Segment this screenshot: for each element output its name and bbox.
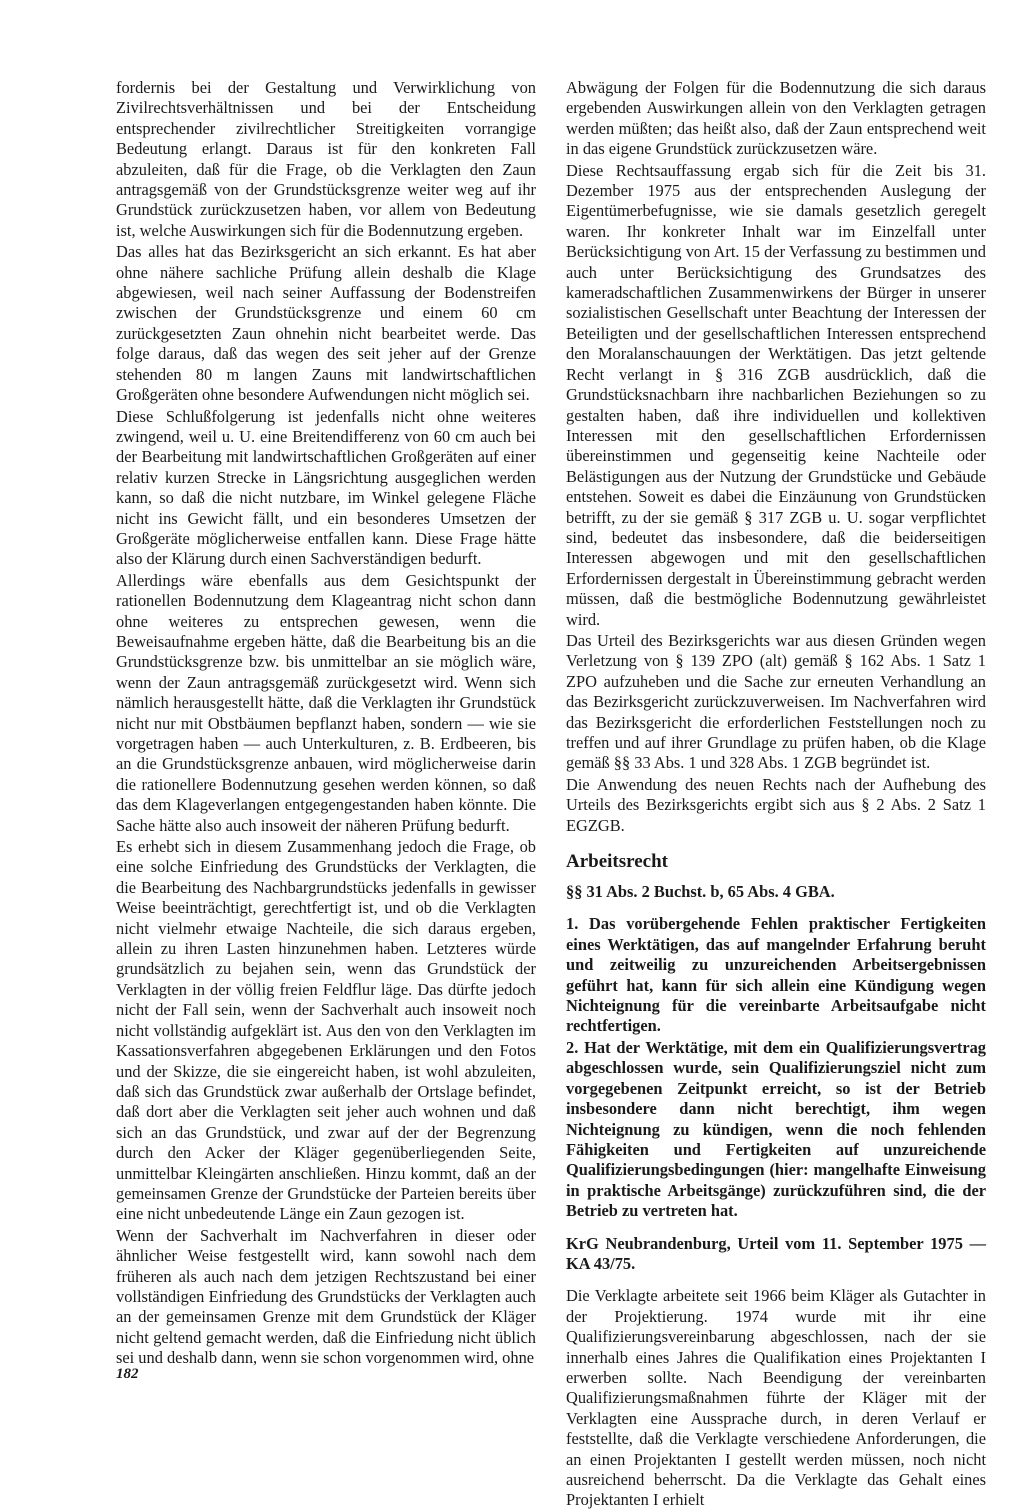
- left-paragraph-6: Wenn der Sachverhalt im Nachverfahren in dieser oder ähnlicher Weise festgestellt wird, kann sowohl nach dem früheren als auch nach dem jetzigen Rechtszustand bei einer vollständigen Einfriedung des Grundstücks der Verklagten auch an der gemeinsamen Grenze mit dem Grundstück der Kläger nicht geltend gemacht werden, daß die Einfriedung nicht üblich sei und deshalb dann, wenn sie schon vorgenommen wird, ohne: [116, 1225, 536, 1368]
- right-paragraph-4: Die Anwendung des neuen Rechts nach der Aufhebung des Urteils des Bezirksgerichts ergibt sich aus § 2 Abs. 2 Satz 1 EGZGB.: [566, 774, 986, 835]
- statute-line: §§ 31 Abs. 2 Buchst. b, 65 Abs. 4 GBA.: [566, 882, 835, 902]
- left-column: [116, 78, 536, 1370]
- left-paragraph-4: Allerdings wäre ebenfalls aus dem Gesichtspunkt der rationellen Bodennutzung dem Klageantrag nicht schon dann ohne weiteres zu entsprechen gewesen, wenn die Beweisaufnahme ergeben hätte, daß die Bearbeitung bis an die Grundstücksgrenze bzw. bis unmittelbar an sie möglich wäre, wenn der Zaun antragsgemäß zurückgesetzt wird. Wenn sich nämlich herausgestellt hätte, daß die Verklagten ihr Grundstück nicht nur mit Obstbäumen bepflanzt haben, sondern — wie sie vorgetragen haben — auch Unterkulturen, z. B. Erdbeeren, bis an die Grundstücksgrenze anbauen, wird möglicherweise darin die rationellere Bodennutzung gesehen werden können, so daß das dem Klageverlangen entgegengestanden haben könnte. Die Sache hätte also auch insoweit der näheren Prüfung bedurft.: [116, 570, 536, 835]
- left-paragraph-5: Es erhebt sich in diesem Zusammenhang jedoch die Frage, ob eine solche Einfriedung des Grundstücks der Verklagten, die die Bearbeitung des Nachbargrundstücks jedenfalls in gewisser Weise beeinträchtigt, gerechtfertigt ist, und ob die Verklagten nicht vielmehr etwaige Nachteile, die sich daraus ergeben, allein zu ihren Lasten hinzunehmen haben. Letzteres würde grundsätzlich zu bejahen sein, wenn das Grundstück der Verklagten in der völlig freien Feldflur läge. Das dürfte jedoch nicht der Fall sein, wenn der Sachverhalt auch insoweit noch nicht vollständig aufgeklärt ist. Aus den von den Verklagten im Kassationsverfahren abgegebenen Erklärungen und den Fotos und der Skizze, die sie eingereicht haben, ist wohl abzuleiten, daß sich das Grundstück zwar außerhalb der Ortslage befindet, daß dort aber die Verklagten seit jeher auch wohnen und daß sich an das Grundstück, und zwar auf der der Begrenzung durch den Acker der Kläger gegenüberliegenden Seite, unmittelbar Kleingärten anschließen. Hinzu kommt, daß an der gemeinsamen Grenze der Grundstücke der Parteien bereits über eine nicht unbedeutende Länge ein Zaun gezogen ist.: [116, 837, 536, 1224]
- headnote-2: 2. Hat der Werktätige, mit dem ein Qualifizierungsvertrag abgeschlossen wurde, sein Qualifizierungsziel nicht zum vorgegebenen Zeitpunkt erreicht, so ist der Betrieb insbesondere dann nicht berechtigt, ihm wegen Nichteignung zu kündigen, wenn die noch fehlenden Fähigkeiten und Fertigkeiten auf unzureichende Qualifizierungsbedingungen (hier: mangelhafte Einweisung in praktische Arbeitsgänge) zurückzuführen sind, die der Betrieb zu vertreten hat.: [566, 1037, 986, 1221]
- right-column: [566, 78, 986, 1512]
- page-number: 182: [116, 1366, 139, 1382]
- section-heading: Arbeitsrecht: [566, 851, 669, 873]
- left-paragraph-3: Diese Schlußfolgerung ist jedenfalls nicht ohne weiteres zwingend, weil u. U. eine Breitendifferenz von 60 cm auch bei der Bearbeitung mit landwirtschaftlichen Großgeräten auf einer relativ kurzen Strecke in Längsrichtung ausgeglichen werden kann, so daß die nicht nutzbare, im Winkel gelegene Fläche nicht ins Gewicht fällt, und ein besonderes Umsetzen der Großgeräte möglicherweise entfallen kann. Diese Frage hätte also der Klärung durch einen Sachverständigen bedurft.: [116, 406, 536, 569]
- right-paragraph-2: Diese Rechtsauffassung ergab sich für die Zeit bis 31. Dezember 1975 aus der entsprechenden Auslegung der Eigentümerbefugnisse, wie sie damals gesetzlich geregelt waren. Ihr konkreter Inhalt war im Einzelfall unter Berücksichtigung von Art. 15 der Verfassung zu bestimmen und auch unter Berücksichtigung des Grundsatzes des kameradschaftlichen Zusammenwirkens der Bürger in unserer sozialistischen Gesellschaft unter Beachtung der Interessen der Beteiligten und der gesellschaftlichen Interessen entsprechend den Moralanschauungen der Werktätigen. Das jetzt geltende Recht verlangt in § 316 ZGB ausdrücklich, daß die Grundstücksnachbarn ihre nachbarlichen Beziehungen so zu gestalten haben, daß ihre individuellen und kollektiven Interessen mit den gesellschaftlichen Erfordernissen übereinstimmen und gegenseitig keine Nachteile oder Belästigungen aus der Nutzung der Grundstücke und Gebäude entstehen. Soweit es dabei die Einzäunung von Grundstücken betrifft, zu der sie gemäß § 317 ZGB u. U. sogar verpflichtet sind, bedeutet das insbesondere, daß die beiderseitigen Interessen abgewogen und mit den gesellschaftlichen Erfordernissen dergestalt in Übereinstimmung gebracht werden müssen, daß die bestmögliche Bodennutzung gewährleistet wird.: [566, 160, 986, 629]
- headnote-1: 1. Das vorübergehende Fehlen praktischer Fertigkeiten eines Werktätigen, das auf mangelnder Erfahrung beruht und zeitweilig zu unzureichenden Arbeitsergebnissen geführt hat, kann für sich allein eine Kündigung wegen Nichteignung für die vereinbarte Arbeitsaufgabe nicht rechtfertigen.: [566, 914, 986, 1036]
- right-paragraph-1: Abwägung der Folgen für die Bodennutzung die sich daraus ergebenden Auswirkungen allein von den Verklagten getragen werden müßten; das heißt also, daß der Zaun entsprechend weit in das eigene Grundstück zurückzusetzen wäre.: [566, 78, 986, 159]
- right-paragraph-3: Das Urteil des Bezirksgerichts war aus diesen Gründen wegen Verletzung von § 139 ZPO (alt) gemäß § 162 Abs. 1 Satz 1 ZPO aufzuheben und die Sache zur erneuten Verhandlung an das Bezirksgericht zurückzuverweisen. Im Nachverfahren wird das Bezirksgericht die erforderlichen Feststellungen noch zu treffen und auf ihrer Grundlage zu prüfen haben, ob die Klage gemäß §§ 33 Abs. 1 und 328 Abs. 1 ZGB begründet ist.: [566, 630, 986, 773]
- left-paragraph-2: Das alles hat das Bezirksgericht an sich erkannt. Es hat aber ohne nähere sachliche Prüfung allein deshalb die Klage abgewiesen, weil nach seiner Auffassung der Bodenstreifen zwischen der Grundstücksgrenze und einem 60 cm zurückgesetzten Zaun ohnehin nicht bearbeitet werde. Das folge daraus, daß das wegen des seit jeher auf der Grenze stehenden 80 m langen Zauns mit landwirtschaftlichen Großgeräten ohne besondere Aufwendungen nicht möglich sei.: [116, 242, 536, 405]
- left-paragraph-1: fordernis bei der Gestaltung und Verwirklichung von Zivilrechtsverhältnissen und bei der Entscheidung entsprechender zivilrechtlicher Streitigkeiten vorrangige Bedeutung erlangt. Daraus ist für den konkreten Fall abzuleiten, daß für die Frage, ob die Verklagten den Zaun antragsgemäß von der Grundstücksgrenze weiter weg auf ihr Grundstück zurückzusetzen haben, vor allem von Bedeutung ist, welche Auswirkungen sich für die Bodennutzung ergeben.: [116, 78, 536, 240]
- case-facts-paragraph: Die Verklagte arbeitete seit 1966 beim Kläger als Gutachter in der Projektierung. 1974 wurde mit ihr eine Qualifizierungsvereinbarung abgeschlossen, nach der sie innerhalb eines Jahres die Qualifikation eines Projektanten I erwerben sollte. Nach Beendigung der vereinbarten Qualifizierungsmaßnahmen führte der Kläger mit der Verklagten eine Aussprache durch, in deren Verlauf er feststellte, daß die Verklagte verschiedene Anforderungen, die an einen Projektanten I gestellt werden müssen, noch nicht ausreichend beherrscht. Da die Verklagte das Gehalt eines Projektanten I erhielt: [566, 1286, 986, 1510]
- court-citation: KrG Neubrandenburg, Urteil vom 11. September 1975 — KA 43/75.: [566, 1233, 986, 1273]
